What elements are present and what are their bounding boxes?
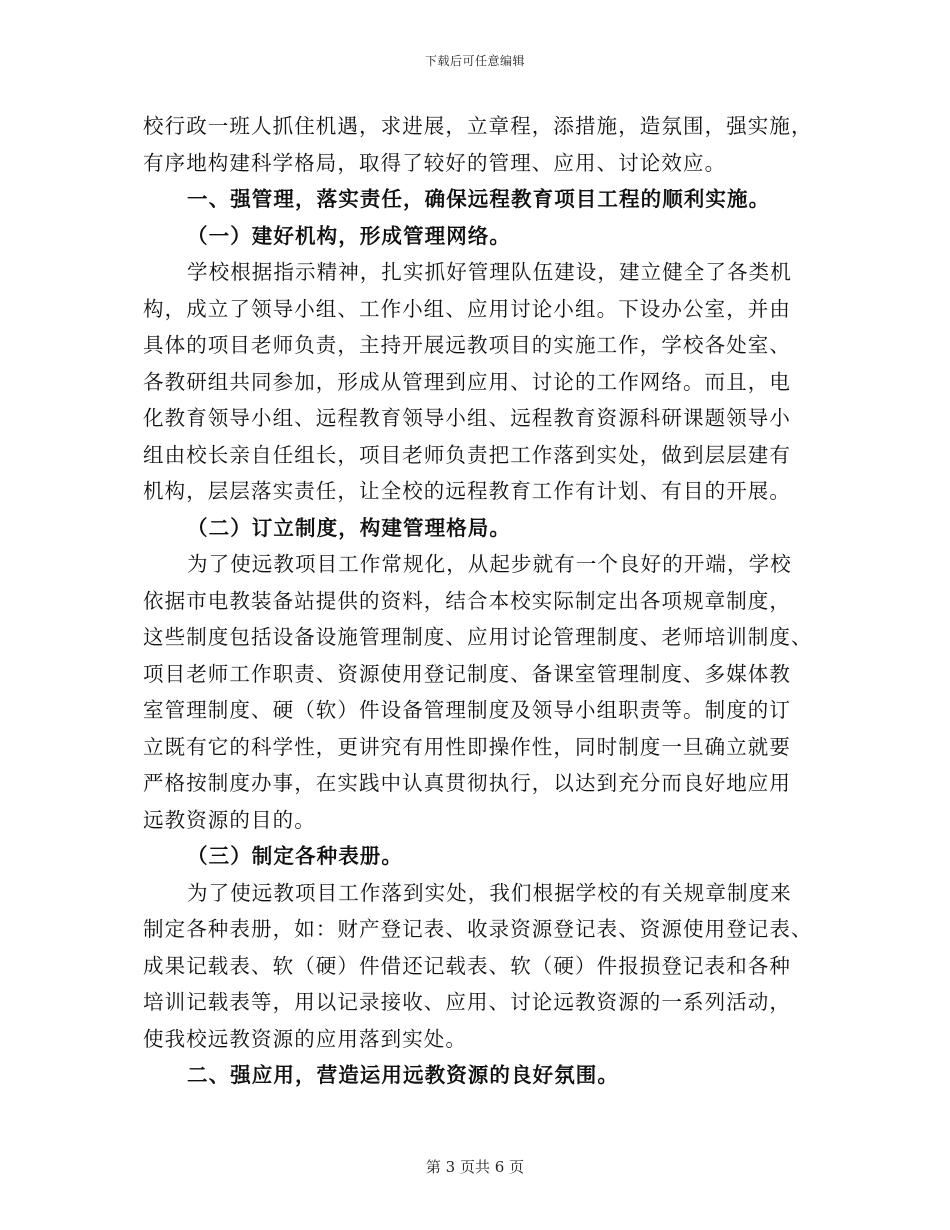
- text-line: 这些制度包括设备设施管理制度、应用讨论管理制度、老师培训制度、: [143, 625, 813, 649]
- section-heading-line: 二、强应用，营造运用远教资源的良好氛围。: [187, 1063, 619, 1087]
- page-footer: 第 3 页共 6 页: [425, 1158, 525, 1176]
- text-line: 化教育领导小组、远程教育领导小组、远程教育资源科研课题领导小: [143, 406, 791, 430]
- section-heading-line: （二）订立制度，构建管理格局。: [187, 515, 511, 540]
- section-heading-line: 一、强管理，落实责任，确保远程教育项目工程的顺利实施。: [187, 187, 771, 211]
- text-line: 各教研组共同参加，形成从管理到应用、讨论的工作网络。而且，电: [143, 369, 791, 394]
- document-body: [143, 108, 823, 1094]
- text-line: 依据市电教装备站提供的资料，结合本校实际制定出各项规章制度，: [143, 588, 791, 613]
- text-line: 制定各种表册，如：财产登记表、收录资源登记表、资源使用登记表、: [143, 917, 813, 941]
- page-header: 下载后可任意编辑: [424, 54, 525, 68]
- text-line: 为了使远教项目工作落到实处，我们根据学校的有关规章制度来: [187, 880, 792, 905]
- text-line: 构，成立了领导小组、工作小组、应用讨论小组。下设办公室，并由: [143, 296, 791, 321]
- text-line: 使我校远教资源的应用落到实处。: [143, 1026, 467, 1051]
- text-line: 立既有它的科学性，更讲究有用性即操作性，同时制度一旦确立就要: [143, 734, 791, 759]
- text-line: 成果记载表、软（硬）件借还记载表、软（硬）件报损登记表和各种: [143, 953, 791, 978]
- text-line: 远教资源的目的。: [143, 807, 316, 832]
- text-line: 校行政一班人抓住机遇，求进展，立章程，添措施，造氛围，强实施，: [143, 114, 813, 138]
- text-line: 项目老师工作职责、资源使用登记制度、备课室管理制度、多媒体教: [143, 661, 791, 686]
- text-line: 有序地构建科学格局，取得了较好的管理、应用、讨论效应。: [143, 150, 727, 175]
- section-heading-line: （一）建好机构，形成管理网络。: [187, 223, 511, 248]
- text-line: 严格按制度办事，在实践中认真贯彻执行，以达到充分而良好地应用: [143, 771, 791, 795]
- text-line: 培训记载表等，用以记录接收、应用、讨论远教资源的一系列活动，: [143, 990, 791, 1014]
- text-line: 学校根据指示精神，扎实抓好管理队伍建设，建立健全了各类机: [187, 260, 792, 284]
- section-heading-line: （三）制定各种表册。: [187, 844, 403, 868]
- text-line: 具体的项目老师负责，主持开展远教项目的实施工作，学校各处室、: [143, 333, 791, 357]
- text-line: 组由校长亲自任组长，项目老师负责把工作落到实处，做到层层建有: [143, 442, 791, 467]
- text-line: 机构，层层落实责任，让全校的远程教育工作有计划、有目的开展。: [143, 479, 791, 503]
- text-line: 室管理制度、硬（软）件设备管理制度及领导小组职责等。制度的订: [143, 698, 791, 722]
- text-line: 为了使远教项目工作常规化，从起步就有一个良好的开端，学校: [187, 552, 792, 576]
